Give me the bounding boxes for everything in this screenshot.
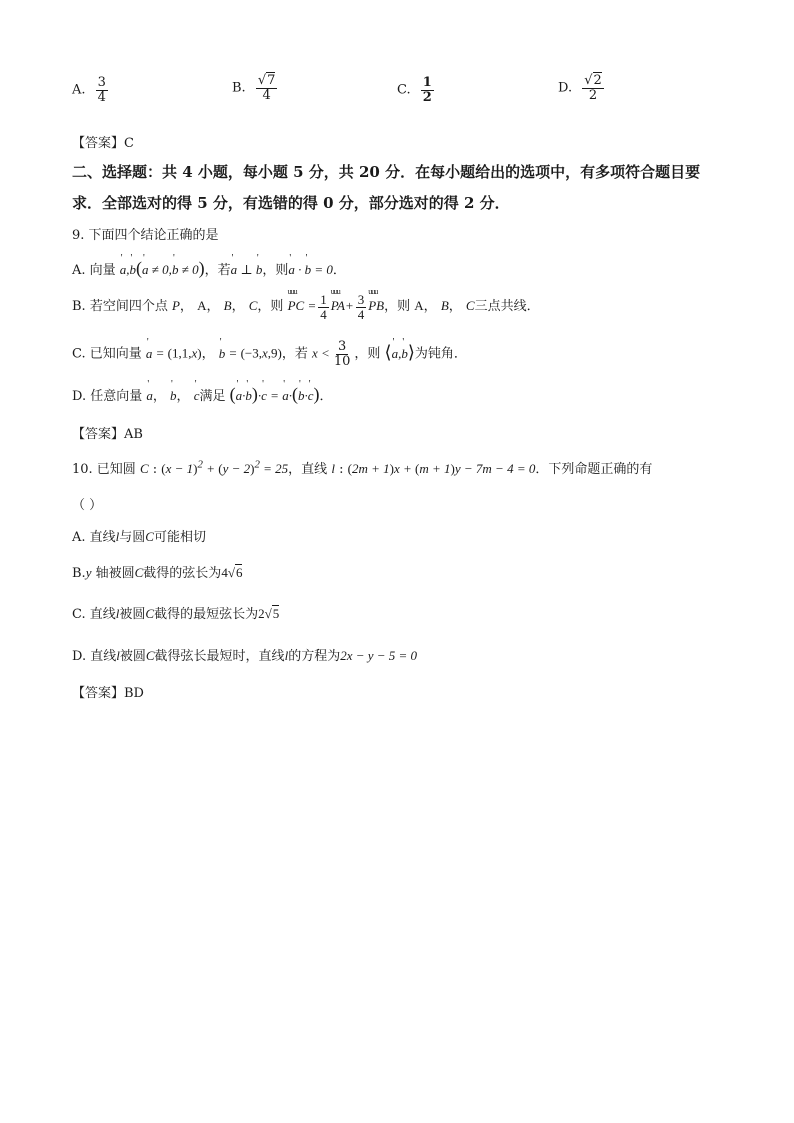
- q8-option-d: D. $\frac{√2}{2}$: [558, 73, 602, 103]
- q9-option-d: D. 任意向量 ' a， ' b， ' c满足 (' a·' b)·' c = ' a·(' b·' c)．: [72, 384, 332, 405]
- q8-option-a: A. $\frac{3}{4}$: [72, 75, 106, 105]
- q8-option-c: C. $\frac{1}{2}$: [397, 75, 432, 105]
- q9-option-b: B. 若空间四个点 P， A， B， C，则 uuu PC = $\frac{1}{4}$ uuu PA+ $\frac{3}{4}$ uuu PB，则 A， B， C三点共线．: [72, 287, 540, 322]
- section-2-heading-line-2: 求．全部选对的得 5 分，有选错的得 0 分，部分选对的得 2 分．: [72, 194, 510, 212]
- q10-option-b: B.y 轴被圆C截得的弦长为4√6: [72, 565, 243, 581]
- q8-answer: 【答案】C: [72, 136, 134, 151]
- q8-option-c-fraction: $\frac{1}{2}$: [422, 75, 432, 105]
- q8-option-b: B. $\frac{√7}{4}$: [232, 73, 276, 103]
- q9-option-c: C. 已知向量 ' a = (1,1,x)， ' b = (−3,x,9)，若 x < $\frac{3}{10}$ ，则 ⟨' a,' b⟩为钝角．: [72, 340, 467, 368]
- q10-option-d: D. 直线l被圆C截得弦长最短时，直线l的方程为2x − y − 5 = 0: [72, 648, 418, 664]
- q10-answer-paren: （ ）: [72, 498, 103, 513]
- q9-option-a: A. 向量 ' a,' b(' a ≠ 0,' b ≠ 0)，若' a ⊥ ' b，则' a · ' b = 0．: [72, 258, 346, 279]
- q9-answer: 【答案】AB: [72, 427, 143, 442]
- q10-stem: 10. 已知圆 C : $(x - 1)^2 + (y - 2)^2 = 25$，直线 l : (2m + 1)x + (m + 1)y − 7m − 4 = 0．下列命题正确的有: [72, 458, 653, 477]
- q8-option-d-fraction: $\frac{√2}{2}$: [584, 73, 602, 103]
- q9-stem: 9. 下面四个结论正确的是: [72, 228, 219, 243]
- q10-option-a: A. 直线l与圆C可能相切: [72, 529, 206, 545]
- q10-option-c: C. 直线l被圆C截得的最短弦长为2√5: [72, 606, 280, 622]
- q8-option-a-fraction: $\frac{3}{4}$: [97, 75, 106, 105]
- q10-answer: 【答案】BD: [72, 686, 144, 701]
- section-2-heading-line-1: 二、选择题：共 4 小题，每小题 5 分，共 20 分．在每小题给出的选项中，有多项符合题目要: [72, 163, 701, 181]
- q8-option-b-fraction: $\frac{√7}{4}$: [257, 73, 276, 103]
